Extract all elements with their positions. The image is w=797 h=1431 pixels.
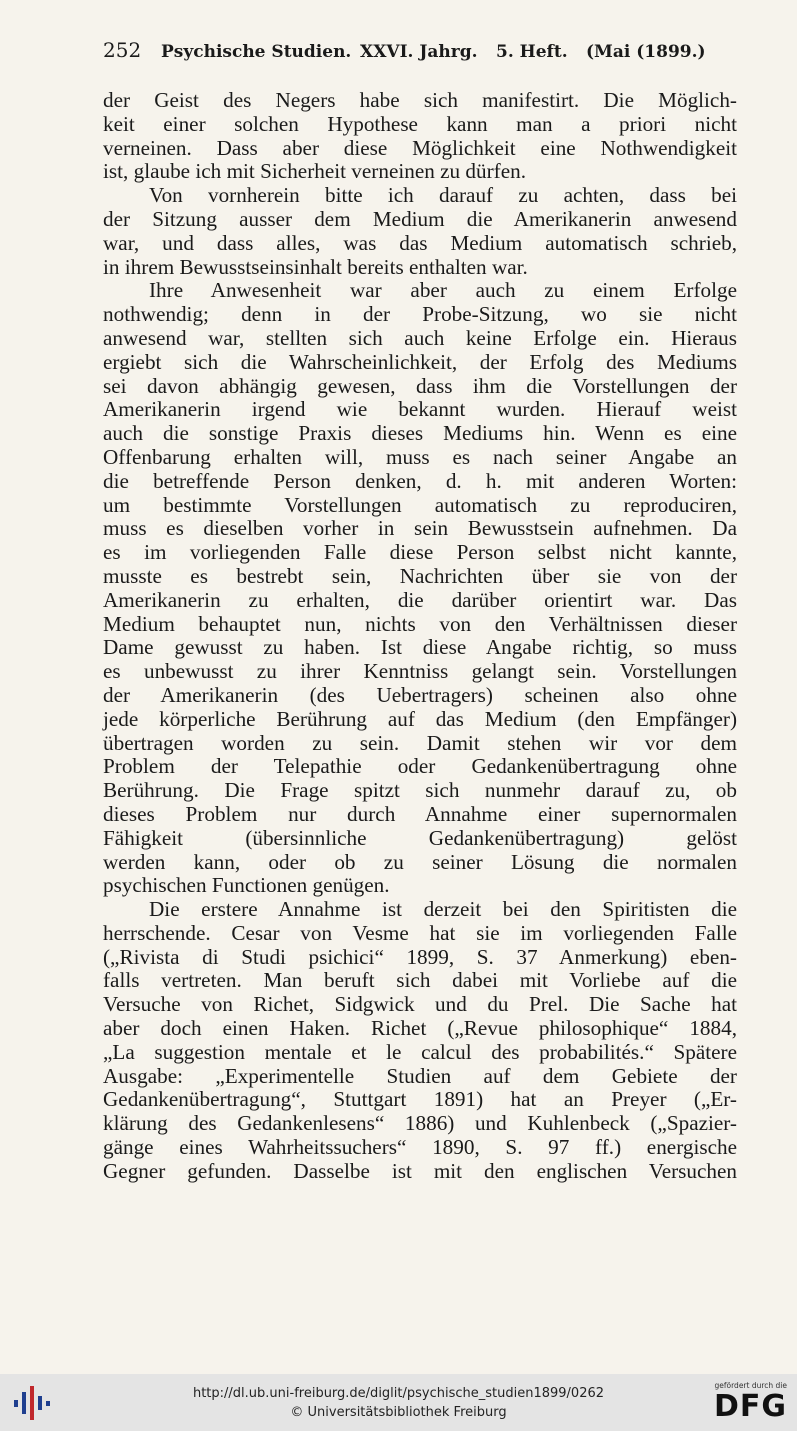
journal-year: XXVI. Jahrg. <box>360 42 478 62</box>
text-line: Fähigkeit (übersinnliche Gedankenübertragung) gelöst <box>103 825 737 850</box>
issue-date: (Mai (1899.) <box>586 42 706 62</box>
text-line: muss es dieselben vorher in sein Bewusstsein aufnehmen. Da <box>103 516 737 541</box>
text-line: keit einer solchen Hypothese kann man a priori nicht <box>103 111 737 136</box>
text-line: Amerikanerin irgend wie bekannt wurden. Hierauf weist <box>103 397 737 422</box>
text-line: Von vornherein bitte ich darauf zu achten, dass bei <box>149 183 737 208</box>
text-line: dieses Problem nur durch Annahme einer supernormalen <box>103 801 737 826</box>
text-line: Dame gewusst zu haben. Ist diese Angabe richtig, so muss <box>103 635 737 660</box>
text-line: ist, glaube ich mit Sicherheit verneinen zu dürfen. <box>103 159 527 184</box>
text-line: in ihrem Bewusstseinsinhalt bereits enthalten war. <box>103 254 528 279</box>
text-line: sei davon abhängig gewesen, dass ihm die Vorstellungen der <box>103 373 737 398</box>
text-line: klärung des Gedankenlesens“ 1886) und Kuhlenbeck („Spazier- <box>103 1111 737 1136</box>
text-line: der Geist des Negers habe sich manifestirt. Die Möglich- <box>103 88 737 112</box>
text-line: aber doch einen Haken. Richet („Revue philosophique“ 1884, <box>103 1016 737 1041</box>
text-line: auch die sonstige Praxis dieses Mediums hin. Wenn es eine <box>103 421 737 446</box>
text-line: es im vorliegenden Falle diese Person selbst nicht kannte, <box>103 540 737 565</box>
text-line: Ausgabe: „Experimentelle Studien auf dem Gebiete der <box>103 1063 737 1088</box>
text-line: die betreffende Person denken, d. h. mit anderen Worten: <box>103 468 737 493</box>
text-line: („Rivista di Studi psichici“ 1899, S. 37 Anmerkung) eben- <box>103 944 737 969</box>
text-line: falls vertreten. Man beruft sich dabei mit Vorliebe auf die <box>103 968 737 993</box>
text-line: verneinen. Dass aber diese Möglichkeit eine Nothwendigkeit <box>103 135 737 160</box>
text-line: der Amerikanerin (des Uebertragers) scheinen also ohne <box>103 682 737 707</box>
journal-title: Psychische Studien. <box>161 42 352 62</box>
text-line: Medium behauptet nun, nichts von den Verhältnissen dieser <box>103 611 737 636</box>
body-text <box>103 89 737 1184</box>
dfg-logo-icon[interactable]: DFG <box>713 1389 787 1424</box>
text-line: war, und dass alles, was das Medium automatisch schrieb, <box>103 230 737 255</box>
text-line: ergiebt sich die Wahrscheinlichkeit, der Erfolg des Mediums <box>103 349 737 374</box>
text-line: gänge eines Wahrheitssuchers“ 1890, S. 97 ff.) energische <box>103 1135 737 1160</box>
running-header <box>103 36 743 72</box>
text-line: um bestimmte Vorstellungen automatisch zu reproduciren, <box>103 492 737 517</box>
copyright-notice: © Universitätsbibliothek Freiburg <box>290 1405 507 1420</box>
text-line: Ihre Anwesenheit war aber auch zu einem Erfolge <box>149 278 737 303</box>
text-line: Versuche von Richet, Sidgwick und du Prel. Die Sache hat <box>103 992 737 1017</box>
text-line: es unbewusst zu ihrer Kenntniss gelangt sein. Vorstellungen <box>103 659 737 684</box>
text-line: anwesend war, stellten sich auch keine Erfolge ein. Hieraus <box>103 325 737 350</box>
viewer-footer <box>0 1374 797 1431</box>
journal-issue: 5. Heft. <box>496 42 568 62</box>
text-line: herrschende. Cesar von Vesme hat sie im vorliegenden Falle <box>103 920 737 945</box>
text-line: werden kann, oder ob zu seiner Lösung die normalen <box>103 849 737 874</box>
text-line: Amerikanerin zu erhalten, die darüber orientirt war. Das <box>103 587 737 612</box>
sponsor-caption: gefördert durch die <box>714 1381 787 1390</box>
page-number: 252 <box>103 38 142 62</box>
text-line: jede körperliche Berührung auf das Medium (den Empfänger) <box>103 706 737 731</box>
text-line: Berührung. Die Frage spitzt sich nunmehr darauf zu, ob <box>103 778 737 803</box>
text-line: Offenbarung erhalten will, muss es nach seiner Angabe an <box>103 444 737 469</box>
text-line: nothwendig; denn in der Probe-Sitzung, wo sie nicht <box>103 302 737 327</box>
text-line: der Sitzung ausser dem Medium die Amerikanerin anwesend <box>103 206 737 231</box>
text-line: psychischen Functionen genügen. <box>103 873 390 898</box>
permalink-url[interactable]: http://dl.ub.uni-freiburg.de/diglit/psychische_studien1899/0262 <box>192 1386 605 1401</box>
text-line: Gegner gefunden. Dasselbe ist mit den englischen Versuchen <box>103 1158 737 1183</box>
text-line: Gedankenübertragung“, Stuttgart 1891) hat an Preyer („Er- <box>103 1087 737 1112</box>
text-line: Problem der Telepathie oder Gedankenübertragung ohne <box>103 754 737 779</box>
text-line: übertragen worden zu sein. Damit stehen wir vor dem <box>103 730 737 755</box>
text-line: Die erstere Annahme ist derzeit bei den Spiritisten die <box>149 897 737 922</box>
text-line: „La suggestion mentale et le calcul des probabilités.“ Spätere <box>103 1039 737 1064</box>
text-line: musste es bestrebt sein, Nachrichten über sie von der <box>103 563 737 588</box>
